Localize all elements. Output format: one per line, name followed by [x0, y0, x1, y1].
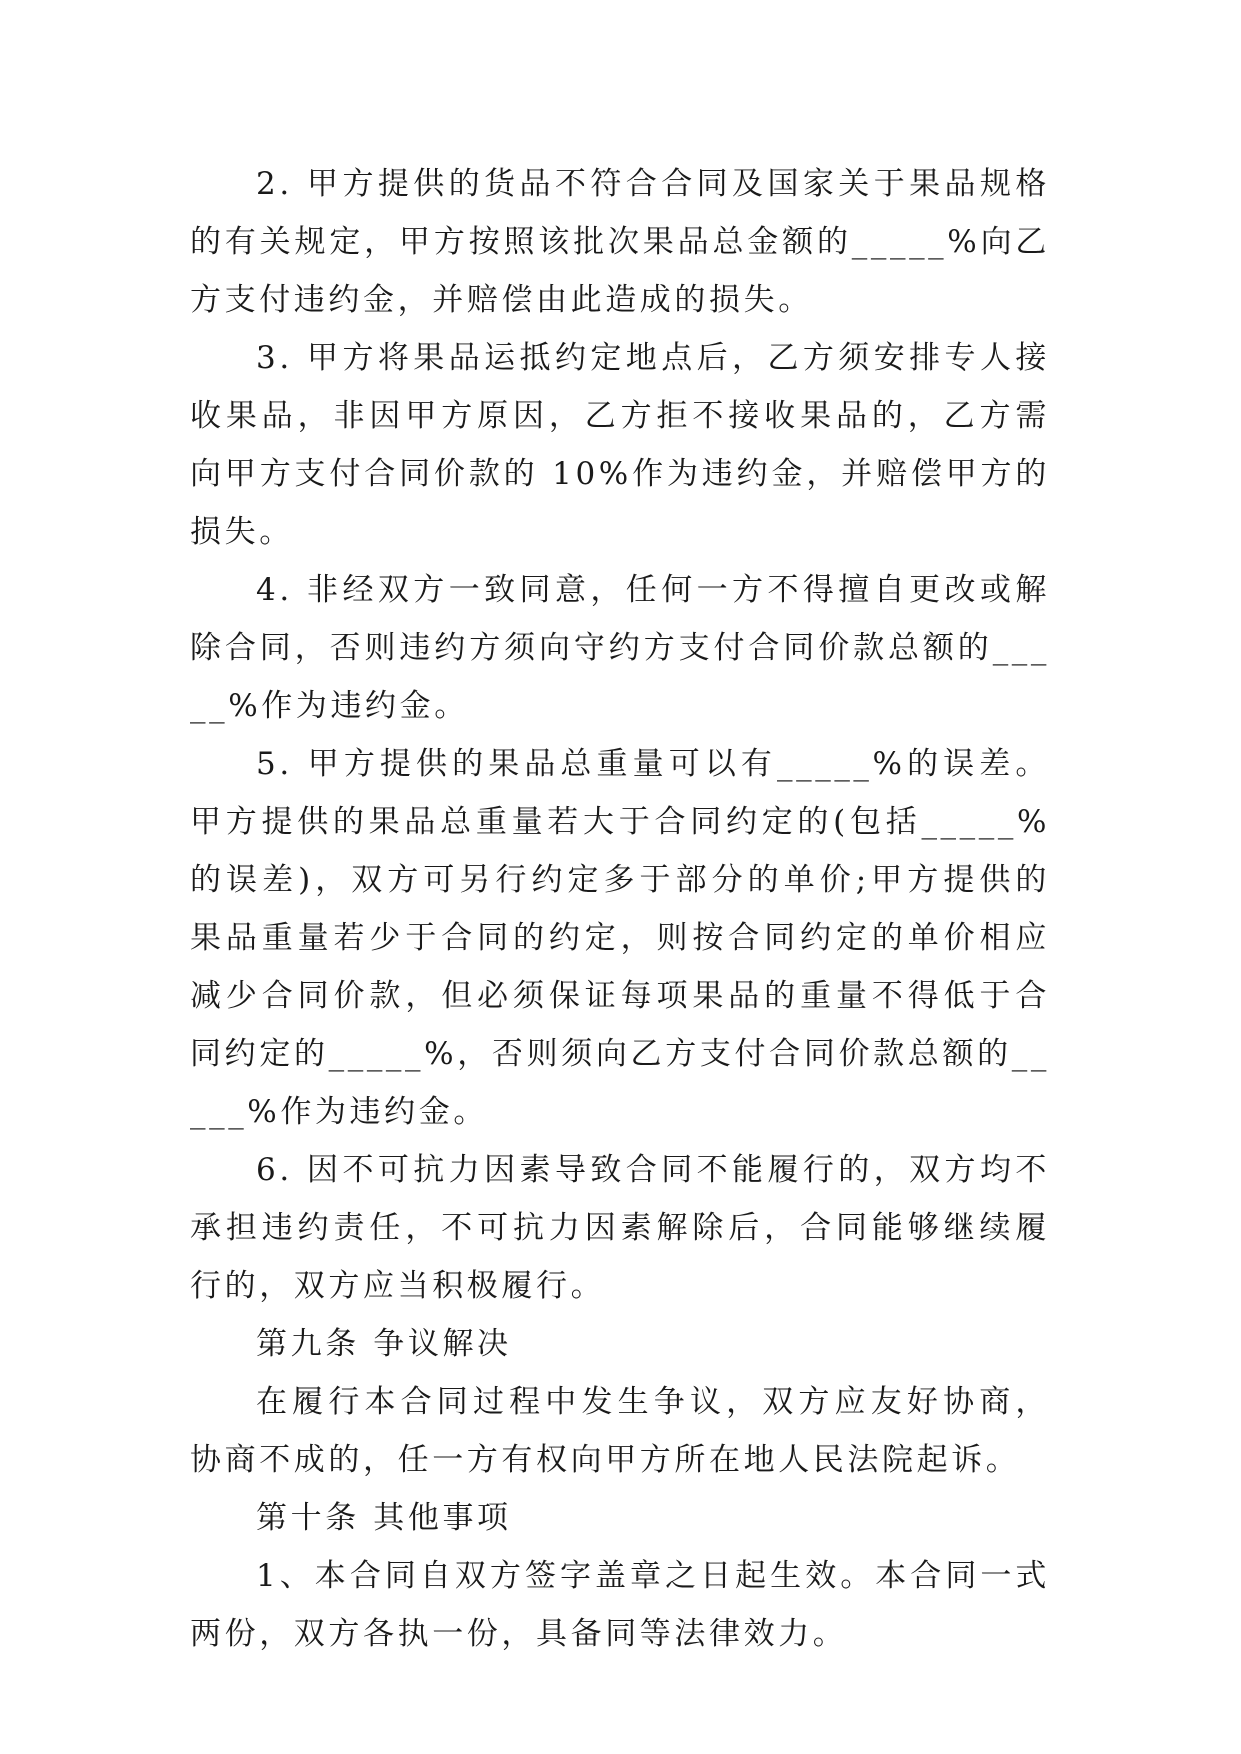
clause-10-heading: 第十条 其他事项	[256, 1500, 512, 1536]
clause-8-item-3: 3. 甲方将果品运抵约定地点后，乙方须安排专人接收果品，非因甲方原因，乙方拒不接收果品的，乙方需向甲方支付合同价款的 10%作为违约金，并赔偿甲方的损失。	[190, 340, 1050, 550]
clause-9-heading: 第九条 争议解决	[256, 1326, 512, 1362]
clause-10-item-1: 1、本合同自双方签字盖章之日起生效。本合同一式两份，双方各执一份，具备同等法律效力。	[190, 1558, 1050, 1652]
clause-8-item-2: 2. 甲方提供的货品不符合合同及国家关于果品规格的有关规定，甲方按照该批次果品总金额的_____%向乙方支付违约金，并赔偿由此造成的损失。	[190, 166, 1050, 318]
document-body	[190, 155, 1050, 1663]
clause-9-body: 在履行本合同过程中发生争议，双方应友好协商，协商不成的，任一方有权向甲方所在地人民法院起诉。	[190, 1384, 1050, 1478]
clause-8-item-5: 5. 甲方提供的果品总重量可以有_____%的误差。甲方提供的果品总重量若大于合同约定的(包括_____%的误差)，双方可另行约定多于部分的单价;甲方提供的果品重量若少于合同的约定，则按合同约定的单价相应减少合同价款，但必须保证每项果品的重量不得低于合同约定的_____%，否则须向乙方支付合同价款总额的_____%作为违约金。	[190, 746, 1050, 1130]
clause-8-item-4: 4. 非经双方一致同意，任何一方不得擅自更改或解除合同，否则违约方须向守约方支付合同价款总额的_____%作为违约金。	[190, 572, 1050, 724]
clause-8-item-6: 6. 因不可抗力因素导致合同不能履行的，双方均不承担违约责任，不可抗力因素解除后，合同能够继续履行的，双方应当积极履行。	[190, 1152, 1050, 1304]
